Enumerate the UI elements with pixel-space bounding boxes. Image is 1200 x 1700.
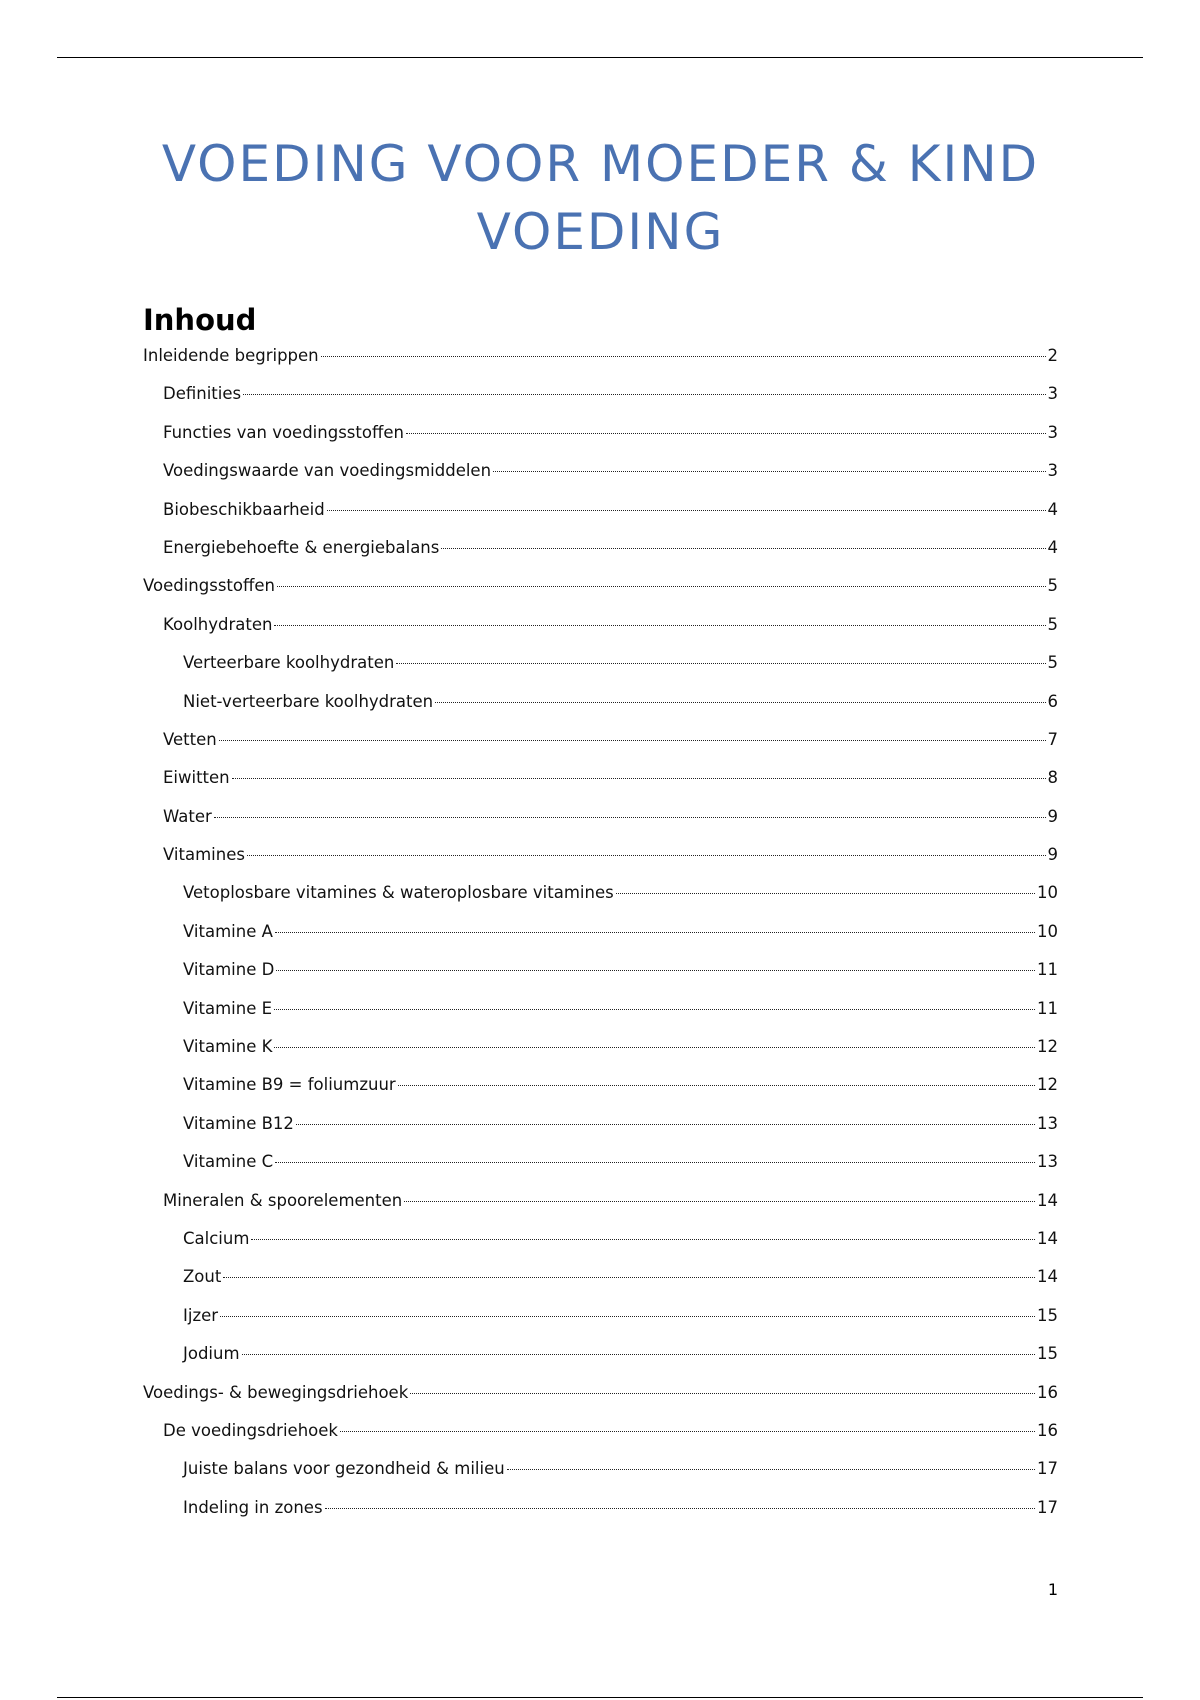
toc-entry-label[interactable]: Vitamine B12: [183, 1113, 294, 1133]
toc-entry[interactable]: [143, 960, 1058, 998]
toc-dot-leader: [251, 1239, 1035, 1240]
toc-entry[interactable]: [143, 692, 1058, 730]
toc-heading: Inhoud: [143, 303, 257, 337]
toc-dot-leader: [327, 510, 1046, 511]
toc-entry-page[interactable]: 12: [1037, 1037, 1058, 1057]
page-number: 1: [1047, 1580, 1058, 1599]
toc-entry-label[interactable]: Functies van voedingsstoffen: [163, 422, 404, 442]
toc-entry-page[interactable]: 4: [1047, 499, 1058, 519]
toc-entry-label[interactable]: De voedingsdriehoek: [163, 1420, 338, 1440]
toc-entry-page[interactable]: 15: [1037, 1344, 1058, 1364]
toc-entry-page[interactable]: 16: [1037, 1382, 1058, 1402]
toc-entry-page[interactable]: 9: [1047, 845, 1058, 865]
toc-dot-leader: [274, 1009, 1035, 1010]
toc-dot-leader: [507, 1469, 1035, 1470]
toc-entry[interactable]: [143, 1421, 1058, 1459]
toc-entry[interactable]: [143, 346, 1058, 384]
toc-entry-page[interactable]: 7: [1047, 729, 1058, 749]
toc-entry-label[interactable]: Verteerbare koolhydraten: [183, 653, 395, 673]
title-line-2: VOEDING: [476, 203, 725, 261]
toc-entry-page[interactable]: 14: [1037, 1190, 1058, 1210]
toc-entry-page[interactable]: 14: [1037, 1228, 1058, 1248]
title-line-1: VOEDING VOOR MOEDER & KIND: [161, 135, 1040, 193]
toc-entry-page[interactable]: 6: [1047, 691, 1058, 711]
toc-entry-page[interactable]: 9: [1047, 806, 1058, 826]
header-rule: [57, 57, 1143, 58]
toc-entry-label[interactable]: Vitamine B9 = foliumzuur: [183, 1075, 396, 1095]
toc-entry-page[interactable]: 4: [1047, 537, 1058, 557]
toc-dot-leader: [321, 356, 1046, 357]
toc-entry[interactable]: [143, 1459, 1058, 1497]
toc-entry[interactable]: [143, 1229, 1058, 1267]
toc-dot-leader: [340, 1431, 1035, 1432]
toc-dot-leader: [276, 970, 1035, 971]
toc-entry-page[interactable]: 16: [1037, 1420, 1058, 1440]
toc-dot-leader: [219, 740, 1046, 741]
toc-dot-leader: [232, 778, 1046, 779]
toc-dot-leader: [275, 1162, 1035, 1163]
toc-dot-leader: [275, 932, 1035, 933]
toc-entry-page[interactable]: 15: [1037, 1305, 1058, 1325]
toc-dot-leader: [223, 1277, 1035, 1278]
toc-entry-page[interactable]: 3: [1047, 384, 1058, 404]
toc-entry[interactable]: [143, 1498, 1058, 1536]
footer-rule: [57, 1697, 1143, 1698]
toc-entry-label[interactable]: Biobeschikbaarheid: [163, 499, 325, 519]
document-title: [143, 130, 1058, 266]
toc-dot-leader: [274, 625, 1045, 626]
toc-entry-label[interactable]: Vitamine D: [183, 960, 275, 980]
toc-entry[interactable]: [143, 1306, 1058, 1344]
toc-entry-label[interactable]: Koolhydraten: [163, 614, 273, 634]
toc-dot-leader: [398, 1085, 1035, 1086]
toc-entry-label[interactable]: Voedings- & bewegingsdriehoek: [143, 1382, 409, 1402]
toc-entry-label[interactable]: Vitamine K: [183, 1037, 273, 1057]
toc-dot-leader: [325, 1508, 1035, 1509]
toc-entry-page[interactable]: 8: [1047, 768, 1058, 788]
toc-entry-label[interactable]: Mineralen & spoorelementen: [163, 1190, 403, 1210]
toc-dot-leader: [404, 1201, 1035, 1202]
toc-entry-label[interactable]: Ijzer: [183, 1305, 219, 1325]
toc-entry-page[interactable]: 2: [1047, 346, 1058, 365]
toc-entry-label[interactable]: Voedingswaarde van voedingsmiddelen: [163, 461, 492, 481]
table-of-contents: [143, 346, 1058, 1536]
toc-dot-leader: [406, 433, 1046, 434]
toc-entry-page[interactable]: 11: [1037, 998, 1058, 1018]
toc-dot-leader: [220, 1316, 1035, 1317]
toc-entry-page[interactable]: 10: [1037, 883, 1058, 903]
toc-entry-label[interactable]: Vitamine E: [183, 998, 273, 1018]
toc-entry[interactable]: [143, 1152, 1058, 1190]
toc-entry[interactable]: [143, 461, 1058, 499]
toc-entry[interactable]: [143, 1114, 1058, 1152]
toc-entry-label[interactable]: Jodium: [183, 1344, 240, 1364]
toc-entry-label[interactable]: Inleidende begrippen: [143, 346, 319, 365]
toc-entry-page[interactable]: 12: [1037, 1075, 1058, 1095]
toc-entry-page[interactable]: 3: [1047, 461, 1058, 481]
toc-entry-label[interactable]: Definities: [163, 384, 242, 404]
toc-entry-label[interactable]: Eiwitten: [163, 768, 230, 788]
toc-entry-page[interactable]: 11: [1037, 960, 1058, 980]
toc-entry[interactable]: [143, 922, 1058, 960]
toc-entry[interactable]: [143, 883, 1058, 921]
toc-entry[interactable]: [143, 1383, 1058, 1421]
toc-entry-page[interactable]: 14: [1037, 1267, 1058, 1287]
toc-entry[interactable]: [143, 1267, 1058, 1305]
toc-entry-page[interactable]: 10: [1037, 921, 1058, 941]
toc-entry[interactable]: [143, 807, 1058, 845]
toc-dot-leader: [242, 1354, 1035, 1355]
toc-entry[interactable]: [143, 1191, 1058, 1229]
toc-dot-leader: [616, 893, 1035, 894]
toc-dot-leader: [296, 1124, 1035, 1125]
toc-entry-page[interactable]: 17: [1037, 1459, 1058, 1479]
toc-entry[interactable]: [143, 576, 1058, 614]
toc-dot-leader: [396, 663, 1045, 664]
toc-entry-label[interactable]: Zout: [183, 1267, 222, 1287]
toc-dot-leader: [410, 1393, 1035, 1394]
toc-dot-leader: [435, 702, 1045, 703]
toc-entry-page[interactable]: 13: [1037, 1113, 1058, 1133]
toc-entry-label[interactable]: Indeling in zones: [183, 1497, 323, 1517]
toc-dot-leader: [493, 471, 1045, 472]
toc-entry-label[interactable]: Water: [163, 806, 212, 826]
toc-entry[interactable]: [143, 615, 1058, 653]
toc-entry-label[interactable]: Calcium: [183, 1228, 250, 1248]
toc-entry-label[interactable]: Vitamine A: [183, 921, 273, 941]
toc-entry[interactable]: [143, 999, 1058, 1037]
toc-entry[interactable]: [143, 1344, 1058, 1382]
toc-entry-label[interactable]: Vitamine C: [183, 1152, 274, 1172]
toc-entry-page[interactable]: 5: [1047, 576, 1058, 596]
toc-entry[interactable]: [143, 1075, 1058, 1113]
toc-entry[interactable]: [143, 730, 1058, 768]
toc-dot-leader: [247, 855, 1046, 856]
toc-entry-page[interactable]: 5: [1047, 614, 1058, 634]
toc-entry[interactable]: [143, 538, 1058, 576]
toc-entry-page[interactable]: 3: [1047, 422, 1058, 442]
toc-entry-page[interactable]: 13: [1037, 1152, 1058, 1172]
toc-entry[interactable]: [143, 768, 1058, 806]
toc-entry-label[interactable]: Vetten: [163, 729, 217, 749]
toc-entry-label[interactable]: Vetoplosbare vitamines & wateroplosbare vitamines: [183, 883, 614, 903]
toc-dot-leader: [274, 1047, 1035, 1048]
toc-entry[interactable]: [143, 1037, 1058, 1075]
toc-entry-label[interactable]: Vitamines: [163, 845, 245, 865]
toc-entry[interactable]: [143, 845, 1058, 883]
toc-entry-label[interactable]: Niet-verteerbare koolhydraten: [183, 691, 434, 711]
toc-entry-page[interactable]: 5: [1047, 653, 1058, 673]
toc-entry[interactable]: [143, 423, 1058, 461]
toc-entry-label[interactable]: Energiebehoefte & energiebalans: [163, 537, 440, 557]
toc-dot-leader: [277, 586, 1046, 587]
toc-entry[interactable]: [143, 384, 1058, 422]
toc-dot-leader: [214, 817, 1046, 818]
document-page: [143, 130, 1058, 1536]
toc-entry-label[interactable]: Juiste balans voor gezondheid & milieu: [183, 1459, 505, 1479]
toc-entry-label[interactable]: Voedingsstoffen: [143, 576, 275, 596]
toc-entry[interactable]: [143, 500, 1058, 538]
toc-entry-page[interactable]: 17: [1037, 1497, 1058, 1517]
toc-dot-leader: [441, 548, 1045, 549]
toc-entry[interactable]: [143, 653, 1058, 691]
toc-dot-leader: [243, 394, 1045, 395]
